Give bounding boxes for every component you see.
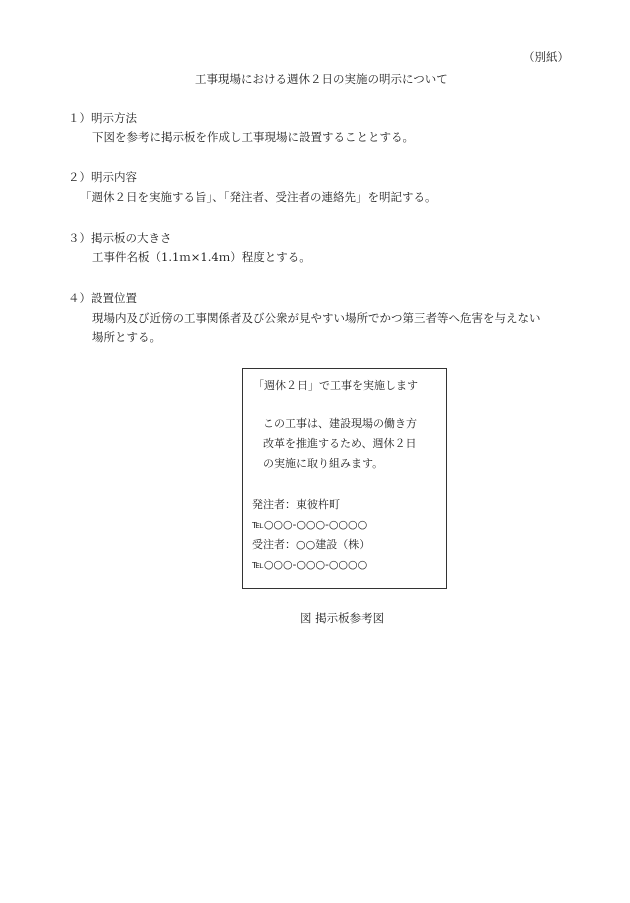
board-headline: 「週休２日」で工事を実施します: [253, 379, 418, 392]
notice-board-diagram: [242, 368, 447, 589]
attachment-note: （別紙）: [523, 50, 569, 64]
section-4-text-line-1: 現場内及び近傍の工事関係者及び公衆が見やすい場所でかつ第三者等へ危害を与えない: [92, 311, 541, 325]
section-4-text-line-2: 場所とする。: [92, 330, 161, 344]
section-4-heading: ４）設置位置: [68, 291, 137, 305]
page-title: 工事現場における週休２日の実施の明示について: [195, 72, 448, 86]
section-3-heading: ３）掲示板の大きさ: [68, 231, 172, 245]
board-orderer-tel: ℡○○○-○○○-○○○○: [252, 518, 368, 531]
section-2-heading: ２）明示内容: [68, 170, 137, 184]
board-orderer: 発注者：東彼杵町: [252, 498, 340, 511]
board-message-line-3: の実施に取り組みます。: [263, 457, 384, 470]
board-message-line-2: 改革を推進するため、週休２日: [263, 437, 417, 450]
section-3-text: 工事件名板（1.1ｍ×1.4ｍ）程度とする。: [92, 250, 311, 264]
board-message-line-1: この工事は、建設現場の働き方: [263, 417, 417, 430]
board-contractor-tel: ℡○○○-○○○-○○○○: [252, 558, 368, 571]
figure-caption: 図 掲示板参考図: [300, 611, 385, 625]
section-1-text: 下図を参考に掲示板を作成し工事現場に設置することとする。: [92, 130, 414, 144]
section-2-text: 「週休２日を実施する旨」、「発注者、受注者の連絡先」を明記する。: [80, 190, 437, 204]
board-contractor: 受注者：○○建設（株）: [252, 538, 371, 551]
section-1-heading: １）明示方法: [68, 111, 137, 125]
